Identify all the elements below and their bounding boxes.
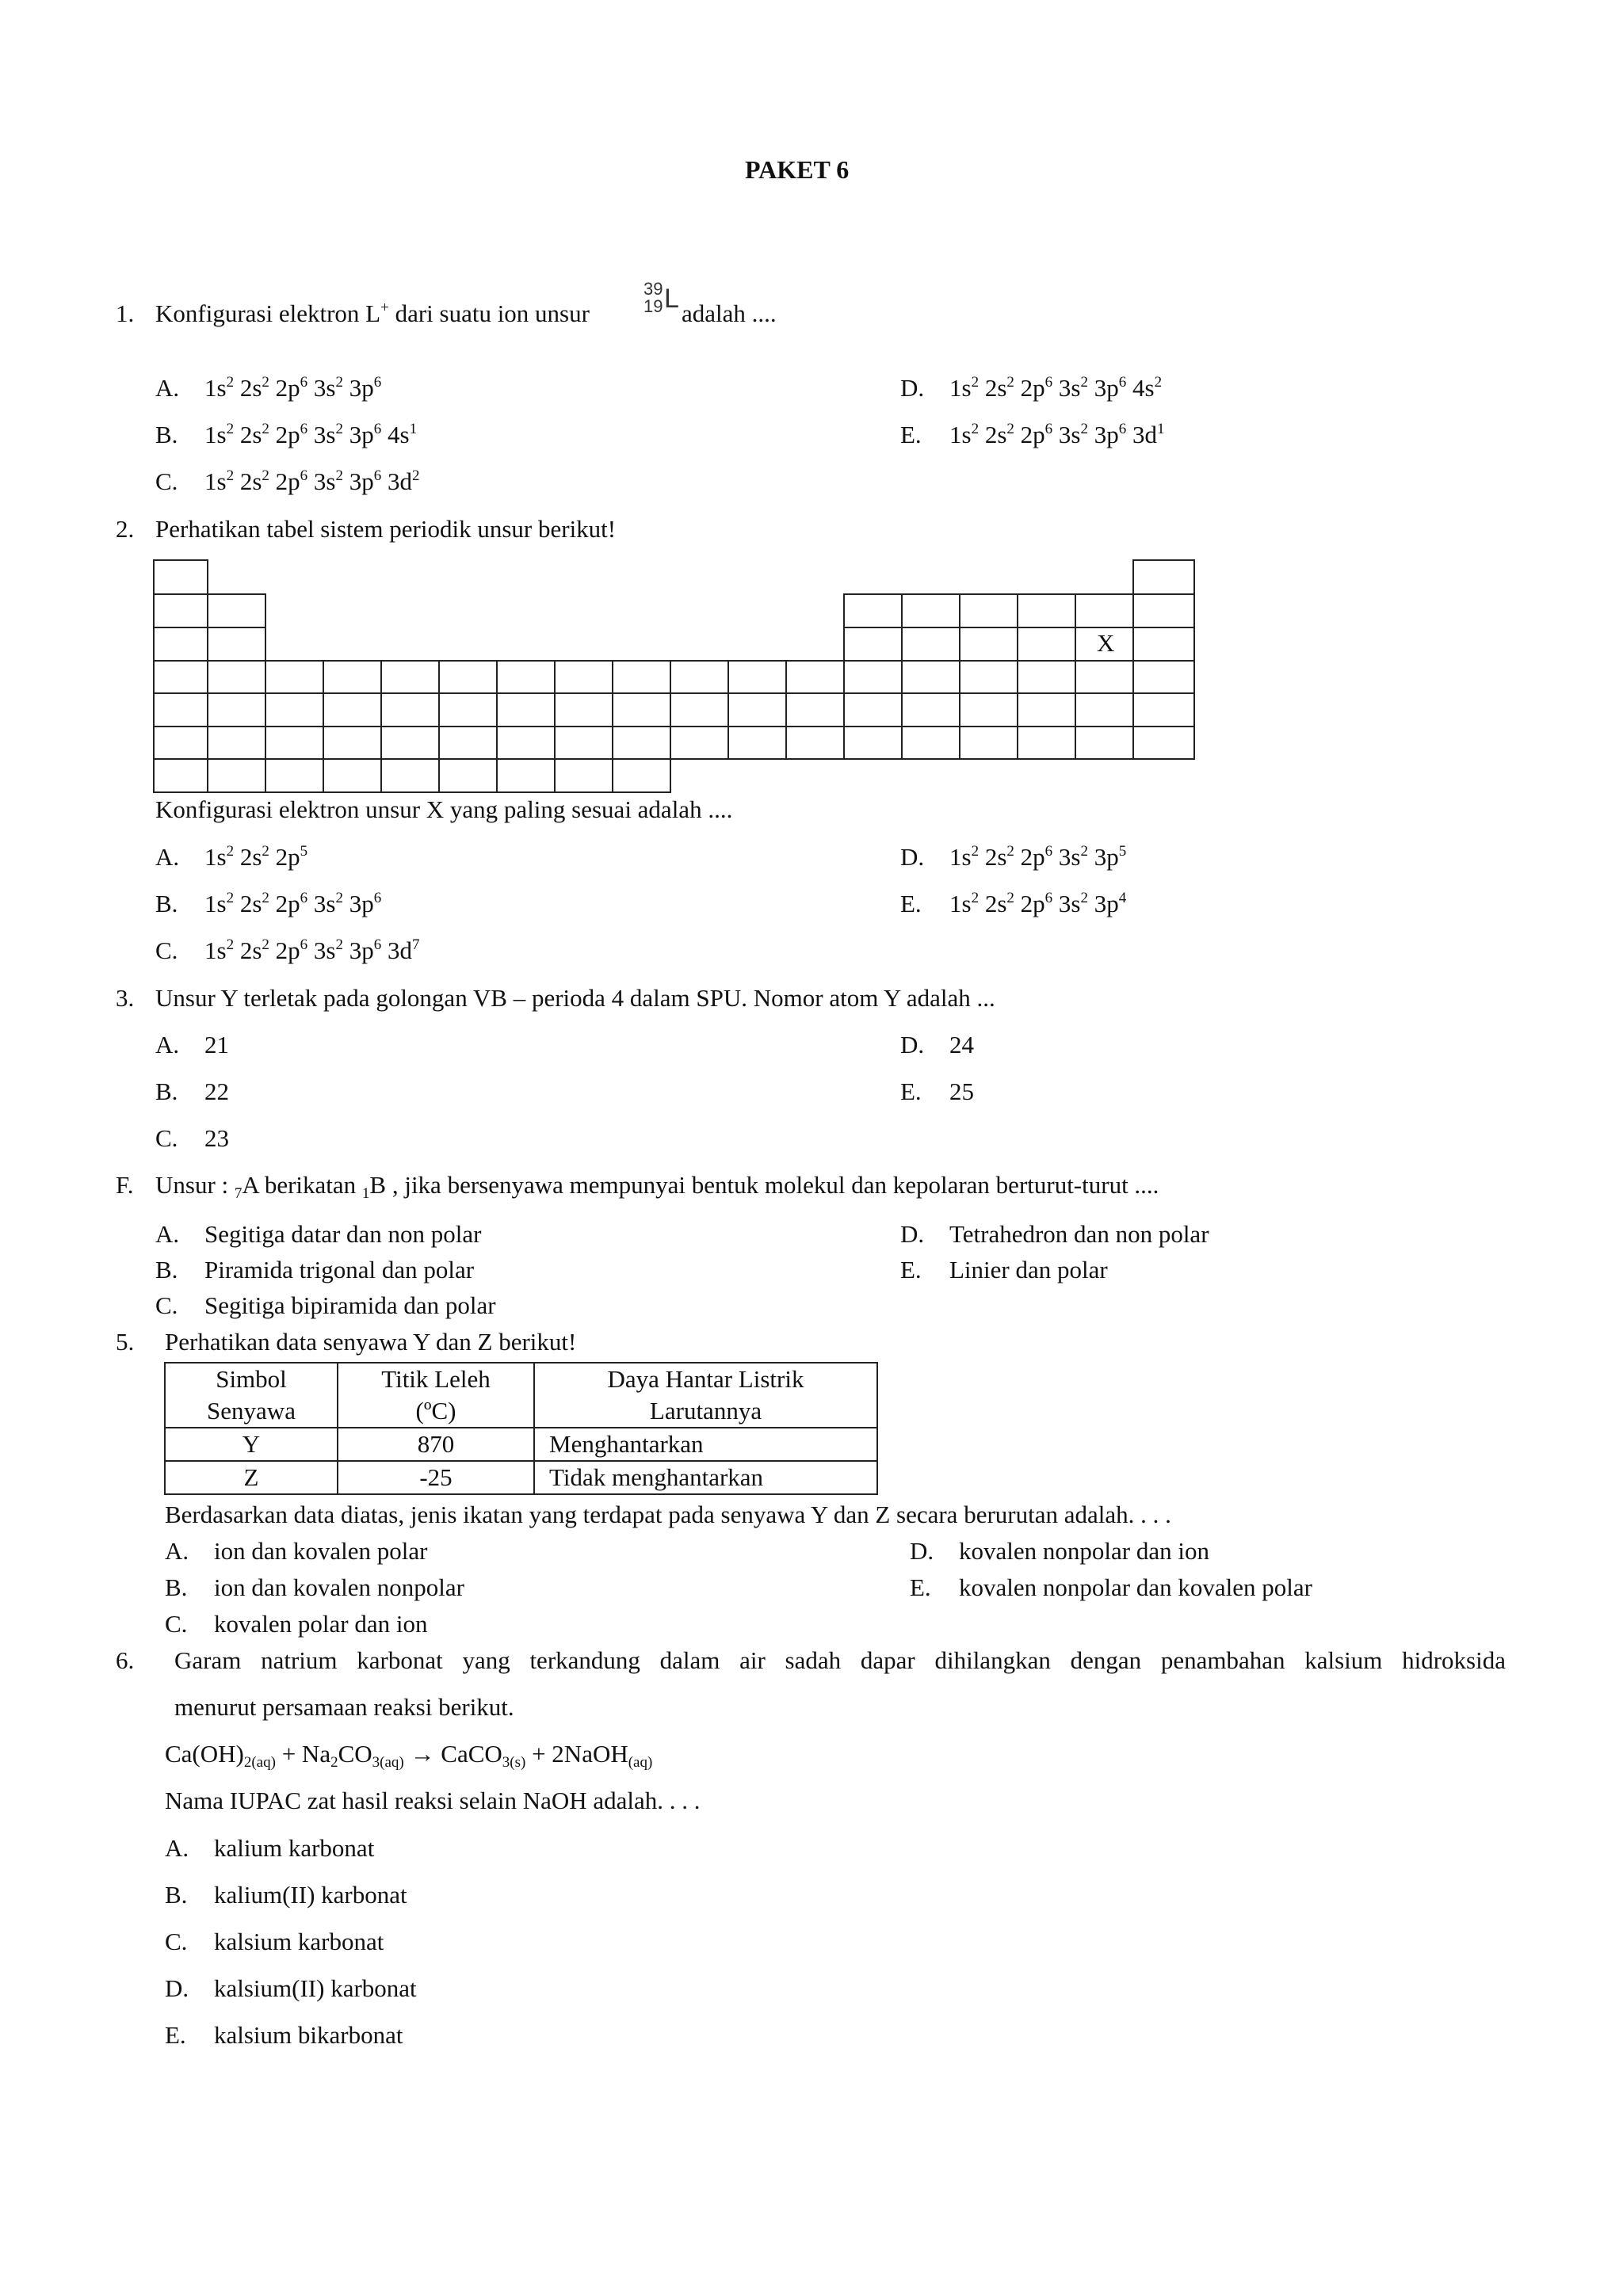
- periodic-table-cell: [1075, 594, 1133, 627]
- option-a: ion dan kovalen polar: [214, 1537, 428, 1565]
- question-number: 1.: [116, 299, 135, 327]
- periodic-table-cell: [670, 727, 728, 759]
- question-text: Unsur : $_7$A berikatan $_1$B , jika bersenyawa mempunyai bentuk molekul dan kepolaran berturut-turut ....: [155, 1171, 1159, 1202]
- option-letter: C.: [155, 1124, 178, 1152]
- isotope-notation: 39 19 L: [643, 279, 679, 316]
- option-e: 25: [949, 1077, 974, 1105]
- periodic-table-cell: [323, 661, 381, 693]
- option-c: $1s^2$ $2s^2$ $2p^6$ $3s^2$ $3p^6$ $3d^2$: [204, 467, 420, 495]
- periodic-table-cell: [844, 661, 902, 693]
- header-symbol: Simbol Senyawa: [165, 1363, 338, 1428]
- question-text: Konfigurasi elektron L+ dari suatu ion unsur: [155, 299, 590, 327]
- periodic-table-cell: [1133, 661, 1194, 693]
- question-prompt: Nama IUPAC zat hasil reaksi selain NaOH adalah. . . .: [165, 1787, 701, 1814]
- option-letter: C.: [165, 1928, 188, 1955]
- option-b: $1s^2$ $2s^2$ $2p^6$ $3s^2$ $3p^6$ $4s^1$: [204, 421, 418, 448]
- option-letter: C.: [165, 1610, 188, 1638]
- cell-conductivity: Tidak menghantarkan: [534, 1461, 877, 1494]
- option-letter: A.: [155, 1220, 180, 1248]
- periodic-table-cell: [154, 693, 208, 727]
- periodic-table-cell: [208, 759, 265, 792]
- question-number: 6.: [116, 1646, 135, 1674]
- periodic-table-cell: [1133, 560, 1194, 594]
- option-d: kovalen nonpolar dan ion: [959, 1537, 1209, 1565]
- option-letter: B.: [155, 890, 178, 917]
- periodic-table-cell: [1133, 693, 1194, 727]
- cell-melting: 870: [338, 1428, 534, 1461]
- option-b: kalium(II) karbonat: [214, 1881, 407, 1909]
- table-row: [165, 1428, 877, 1461]
- periodic-table-cell: [208, 693, 265, 727]
- option-d: kalsium(II) karbonat: [214, 1974, 417, 2002]
- option-b: Piramida trigonal dan polar: [204, 1256, 475, 1283]
- periodic-table-cell: [154, 727, 208, 759]
- periodic-table-cell: [902, 594, 960, 627]
- option-letter: E.: [900, 1256, 922, 1283]
- cell-conductivity: Menghantarkan: [534, 1428, 877, 1461]
- periodic-table-cell: [323, 759, 381, 792]
- periodic-table-cell: [323, 727, 381, 759]
- periodic-table-cell: [154, 627, 208, 661]
- periodic-table-cell: [1018, 594, 1075, 627]
- option-letter: B.: [155, 1077, 178, 1105]
- option-b: $1s^2$ $2s^2$ $2p^6$ $3s^2$ $3p^6$: [204, 890, 382, 917]
- periodic-table-cell: [960, 627, 1018, 661]
- periodic-table-cell: [555, 759, 613, 792]
- option-letter: B.: [165, 1573, 188, 1601]
- option-e: kovalen nonpolar dan kovalen polar: [959, 1573, 1312, 1601]
- periodic-table-cell: [728, 727, 786, 759]
- periodic-table-cell: [208, 661, 265, 693]
- periodic-table-cell: [555, 693, 613, 727]
- option-b: ion dan kovalen nonpolar: [214, 1573, 464, 1601]
- periodic-table-cell: [265, 759, 323, 792]
- compound-data-table: [164, 1362, 878, 1495]
- element-x-marker: X: [1097, 629, 1115, 657]
- option-letter: D.: [900, 843, 925, 871]
- option-b: 22: [204, 1077, 229, 1105]
- periodic-table-cell: [381, 661, 439, 693]
- option-letter: D.: [900, 1031, 925, 1058]
- option-a: $1s^2$ $2s^2$ $2p^5$: [204, 843, 308, 871]
- periodic-table-cell: [381, 727, 439, 759]
- question-prompt: Berdasarkan data diatas, jenis ikatan yang terdapat pada senyawa Y dan Z secara berurutan adalah. . . .: [165, 1501, 1171, 1528]
- option-e: $1s^2$ $2s^2$ $2p^6$ $3s^2$ $3p^6$ $3d^1$: [949, 421, 1165, 448]
- option-letter: B.: [165, 1881, 188, 1909]
- option-letter: A.: [165, 1537, 189, 1565]
- periodic-table-cell: [728, 661, 786, 693]
- option-c: 23: [204, 1124, 229, 1152]
- periodic-table-cell: [555, 727, 613, 759]
- periodic-table-cell: [497, 693, 555, 727]
- periodic-table-cell: [960, 661, 1018, 693]
- option-a: 21: [204, 1031, 229, 1058]
- periodic-table-cell: [208, 627, 265, 661]
- question-text: Garam natrium karbonat yang terkandung dalam air sadah dapar dihilangkan dengan penambahan kalsium hidroksida: [174, 1646, 1506, 1674]
- option-c: $1s^2$ $2s^2$ $2p^6$ $3s^2$ $3p^6$ $3d^7$: [204, 936, 420, 964]
- option-letter: E.: [900, 1077, 922, 1105]
- periodic-table-cell: [902, 727, 960, 759]
- option-a: $1s^2$ $2s^2$ $2p^6$ $3s^2$ $3p^6$: [204, 374, 382, 402]
- question-number: 5.: [116, 1328, 135, 1356]
- periodic-table-cell: [497, 727, 555, 759]
- option-c: Segitiga bipiramida dan polar: [204, 1291, 496, 1319]
- option-letter: D.: [900, 1220, 925, 1248]
- option-letter: B.: [155, 421, 178, 448]
- periodic-table-cell: [613, 693, 670, 727]
- option-c: kovalen polar dan ion: [214, 1610, 428, 1638]
- cell-symbol: Z: [165, 1461, 338, 1494]
- option-letter: C.: [155, 936, 178, 964]
- periodic-table-cell: [1133, 727, 1194, 759]
- periodic-table-cell: [154, 759, 208, 792]
- question-text-cont: menurut persamaan reaksi berikut.: [174, 1693, 514, 1721]
- option-letter: E.: [165, 2021, 186, 2049]
- option-letter: E.: [900, 421, 922, 448]
- periodic-table-cell: [902, 627, 960, 661]
- periodic-table-cell: [1133, 627, 1194, 661]
- periodic-table-cell: [613, 759, 670, 792]
- option-letter: E.: [900, 890, 922, 917]
- periodic-table-cell: [439, 661, 497, 693]
- question-number: 3.: [116, 984, 135, 1012]
- question-prompt: Konfigurasi elektron unsur X yang paling sesuai adalah ....: [155, 795, 733, 823]
- option-letter: A.: [165, 1834, 189, 1862]
- option-letter: E.: [910, 1573, 931, 1601]
- page-title: PAKET 6: [745, 155, 850, 184]
- periodic-table-cell: [728, 693, 786, 727]
- periodic-table-cell: [960, 594, 1018, 627]
- periodic-table-cell: [670, 661, 728, 693]
- periodic-table-cell: [844, 594, 902, 627]
- periodic-table-cell: [208, 727, 265, 759]
- periodic-table-cell: [1075, 693, 1133, 727]
- periodic-table-cell: [555, 661, 613, 693]
- option-letter: D.: [910, 1537, 934, 1565]
- periodic-table-cell: [154, 661, 208, 693]
- periodic-table-cell: [613, 727, 670, 759]
- periodic-table-cell: [1075, 727, 1133, 759]
- periodic-table-grid: [0, 0, 1623, 808]
- option-e: kalsium bikarbonat: [214, 2021, 403, 2049]
- question-text: Unsur Y terletak pada golongan VB – perioda 4 dalam SPU. Nomor atom Y adalah ...: [155, 984, 995, 1012]
- option-d: 24: [949, 1031, 974, 1058]
- periodic-table-cell: [439, 727, 497, 759]
- option-letter: D.: [165, 1974, 189, 2002]
- option-e: Linier dan polar: [949, 1256, 1108, 1283]
- header-conductivity: Daya Hantar Listrik Larutannya: [534, 1363, 877, 1428]
- reaction-equation: $Ca(OH)_{2(aq)} + Na_2CO_{3(aq)}$ → CaCO$_{3(s)}$ + 2NaOH$_{(aq)}$: [165, 1740, 653, 1771]
- periodic-table-cell: [154, 560, 208, 594]
- periodic-table-cell: [786, 727, 844, 759]
- question-text: Perhatikan data senyawa Y dan Z berikut!: [165, 1328, 577, 1356]
- cell-symbol: Y: [165, 1428, 338, 1461]
- option-d: $1s^2$ $2s^2$ $2p^6$ $3s^2$ $3p^6$ $4s^2$: [949, 374, 1163, 402]
- option-letter: A.: [155, 843, 180, 871]
- periodic-table-cell: [1018, 661, 1075, 693]
- periodic-table-cell: [1075, 661, 1133, 693]
- periodic-table-cell: [960, 693, 1018, 727]
- periodic-table-cell: [902, 693, 960, 727]
- option-a: Segitiga datar dan non polar: [204, 1220, 482, 1248]
- option-e: $1s^2$ $2s^2$ $2p^6$ $3s^2$ $3p^4$: [949, 890, 1127, 917]
- periodic-table-cell: [960, 727, 1018, 759]
- table-row: [165, 1461, 877, 1494]
- periodic-table-cell: [1018, 627, 1075, 661]
- cell-melting: -25: [338, 1461, 534, 1494]
- option-d: Tetrahedron dan non polar: [949, 1220, 1209, 1248]
- periodic-table-cell: [902, 661, 960, 693]
- periodic-table-cell: [439, 759, 497, 792]
- periodic-table-cell: [323, 693, 381, 727]
- option-c: kalsium karbonat: [214, 1928, 384, 1955]
- periodic-table-cell: [265, 727, 323, 759]
- periodic-table-cell: [844, 693, 902, 727]
- periodic-table-cell: [381, 693, 439, 727]
- option-letter: C.: [155, 1291, 178, 1319]
- periodic-table-cell: [844, 627, 902, 661]
- periodic-table-cell: [497, 759, 555, 792]
- periodic-table-cell: [1018, 693, 1075, 727]
- option-letter: A.: [155, 1031, 180, 1058]
- periodic-table-cell: [439, 693, 497, 727]
- periodic-table-cell: [844, 727, 902, 759]
- header-melting-point: Titik Leleh (ºC): [338, 1363, 534, 1428]
- periodic-table-cell: [1133, 594, 1194, 627]
- periodic-table-cell: [786, 661, 844, 693]
- option-a: kalium karbonat: [214, 1834, 375, 1862]
- periodic-table-cell: [786, 693, 844, 727]
- question-number: 2.: [116, 515, 135, 543]
- periodic-table-cell: [497, 661, 555, 693]
- periodic-table-cell: [208, 594, 265, 627]
- table-header-row: [165, 1363, 877, 1428]
- periodic-table-cell: [265, 693, 323, 727]
- question-text-end: adalah ....: [682, 299, 777, 327]
- periodic-table-cell: [381, 759, 439, 792]
- question-number: F.: [116, 1171, 134, 1199]
- periodic-table-cell: [613, 661, 670, 693]
- periodic-table-cell: [154, 594, 208, 627]
- periodic-table-cell: [670, 693, 728, 727]
- option-letter: B.: [155, 1256, 178, 1283]
- option-d: $1s^2$ $2s^2$ $2p^6$ $3s^2$ $3p^5$: [949, 843, 1127, 871]
- question-text: Perhatikan tabel sistem periodik unsur berikut!: [155, 515, 617, 543]
- periodic-table-cell: [1018, 727, 1075, 759]
- option-letter: D.: [900, 374, 925, 402]
- periodic-table-cell: [265, 661, 323, 693]
- option-letter: A.: [155, 374, 180, 402]
- option-letter: C.: [155, 467, 178, 495]
